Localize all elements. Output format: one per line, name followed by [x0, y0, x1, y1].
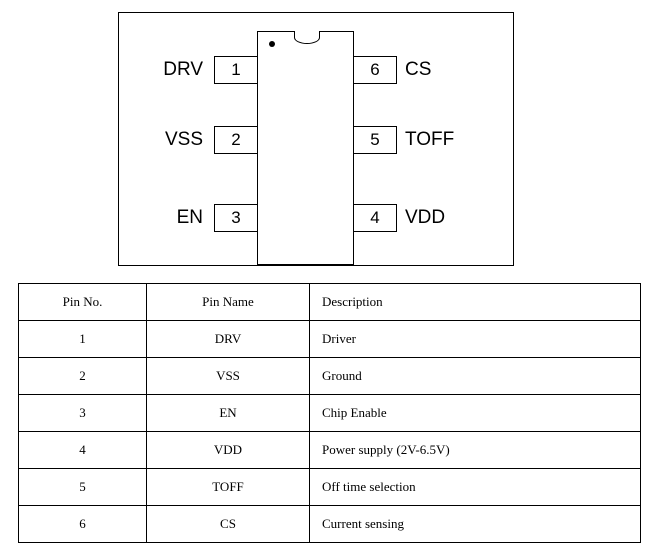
pin-description-table [18, 283, 641, 543]
pin-number-2: 2 [231, 130, 241, 149]
cell-description: Driver [310, 321, 641, 358]
pin-number-6: 6 [370, 60, 380, 79]
table-row [19, 432, 641, 469]
header-description: Description [310, 284, 641, 321]
cell-description: Off time selection [310, 469, 641, 506]
pin-pad-6 [353, 56, 397, 84]
table-row [19, 321, 641, 358]
cell-description: Current sensing [310, 506, 641, 543]
pin-one-marker-dot-icon [269, 41, 275, 47]
pin-label-vss: VSS [164, 129, 203, 150]
pinout-diagram [118, 12, 514, 266]
table-row [19, 506, 641, 543]
cell-pin-no: 3 [19, 395, 147, 432]
pin-number-5: 5 [370, 130, 380, 149]
cell-pin-no: 5 [19, 469, 147, 506]
cell-pin-no: 4 [19, 432, 147, 469]
table-header-row [19, 284, 641, 321]
header-pin-no: Pin No. [19, 284, 147, 321]
cell-description: Power supply (2V-6.5V) [310, 432, 641, 469]
package-notch-icon [294, 31, 320, 44]
chip-body [257, 31, 354, 265]
table-row [19, 358, 641, 395]
cell-pin-name: EN [147, 395, 310, 432]
pin-pad-4 [353, 204, 397, 232]
cell-pin-name: CS [147, 506, 310, 543]
pin-number-1: 1 [231, 60, 241, 79]
pin-label-vdd: VDD [405, 207, 446, 228]
pin-label-toff: TOFF [405, 129, 455, 150]
cell-pin-name: VDD [147, 432, 310, 469]
pin-pad-5 [353, 126, 397, 154]
pin-pad-3 [214, 204, 258, 232]
pin-label-cs: CS [405, 59, 432, 80]
cell-pin-no: 1 [19, 321, 147, 358]
cell-pin-no: 6 [19, 506, 147, 543]
table-row [19, 395, 641, 432]
pin-label-drv: DRV [163, 59, 203, 80]
pin-number-4: 4 [370, 208, 380, 227]
header-pin-name: Pin Name [147, 284, 310, 321]
cell-pin-name: VSS [147, 358, 310, 395]
cell-description: Chip Enable [310, 395, 641, 432]
cell-pin-name: DRV [147, 321, 310, 358]
pin-number-3: 3 [231, 208, 241, 227]
table-row [19, 469, 641, 506]
pin-label-en: EN [176, 207, 203, 228]
cell-pin-name: TOFF [147, 469, 310, 506]
cell-pin-no: 2 [19, 358, 147, 395]
pin-pad-1 [214, 56, 258, 84]
pin-pad-2 [214, 126, 258, 154]
cell-description: Ground [310, 358, 641, 395]
